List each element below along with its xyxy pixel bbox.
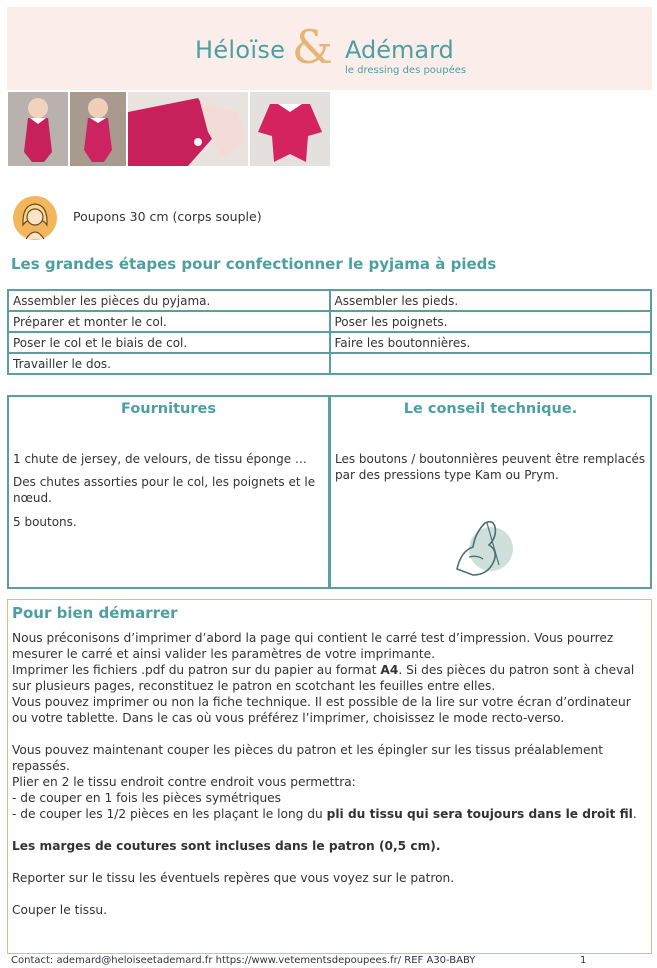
steps-table <box>7 289 652 375</box>
paragraph: - de couper les 1/2 pièces en les plaçant le long du pli du tissu qui sera toujours dans le droit fil. <box>12 807 637 821</box>
getting-started-body <box>12 630 648 918</box>
brand-header <box>7 7 652 90</box>
step-cell: Poser les poignets. <box>330 311 652 332</box>
paragraph: Plier en 2 le tissu endroit contre endroit vous permettra: <box>12 775 356 789</box>
hand-needle-icon <box>449 513 519 583</box>
table-row <box>8 311 651 332</box>
photo-doll-pajama-front <box>8 92 68 166</box>
brand-ampersand: & <box>292 20 333 74</box>
paragraph: Reporter sur le tissu les éventuels repères que vous voyez sur le patron. <box>12 871 455 885</box>
paragraph: Couper le tissu. <box>12 903 108 917</box>
step-cell: Préparer et monter le col. <box>8 311 330 332</box>
steps-title: Les grandes étapes pour confectionner le pyjama à pieds <box>11 255 497 273</box>
doll-size-label: Poupons 30 cm (corps souple) <box>73 209 262 224</box>
table-row <box>8 290 651 311</box>
table-row <box>8 353 651 374</box>
tip-text: Les boutons / boutonnières peuvent être remplacés par des pressions type Kam ou Prym. <box>335 452 646 482</box>
page-number: 1 <box>580 955 587 966</box>
brand-name-left: Héloïse <box>195 36 286 64</box>
paragraph: Les marges de coutures sont incluses dans le patron (0,5 cm). <box>12 839 441 853</box>
paragraph: Nous préconisons d’imprimer d’abord la page qui contient le carré test d’impression. Vous pourrez mesurer le carré et ainsi valider les paramètres de votre imprimante. <box>12 631 614 661</box>
paragraph: - de couper en 1 fois les pièces symétriques <box>12 791 282 805</box>
step-cell: Assembler les pieds. <box>330 290 652 311</box>
step-cell <box>330 353 652 374</box>
tip-box <box>329 395 652 589</box>
step-cell: Poser le col et le biais de col. <box>8 332 330 353</box>
supply-item: Des chutes assorties pour le col, les poignets et le nœud. <box>13 475 316 505</box>
supply-item: 1 chute de jersey, de velours, de tissu éponge … <box>13 452 307 466</box>
supplies-box <box>7 395 330 589</box>
step-cell: Travailler le dos. <box>8 353 330 374</box>
supply-item: 5 boutons. <box>13 515 77 529</box>
tip-title: Le conseil technique. <box>403 401 578 417</box>
brand-tagline: le dressing des poupées <box>345 65 467 76</box>
table-row <box>8 332 651 353</box>
step-cell: Assembler les pièces du pyjama. <box>8 290 330 311</box>
paragraph: Imprimer les fichiers .pdf du patron sur du papier au format A4. Si des pièces du patron sont à cheval sur plusieurs pages, reconstituez le patron en scotchant les feuilles entre elles. <box>12 663 635 693</box>
supplies-title: Fournitures <box>121 401 216 417</box>
photo-doll-pajama-side <box>70 92 126 166</box>
getting-started-title: Pour bien démarrer <box>12 604 178 622</box>
photo-pajama-collar-detail <box>128 92 248 166</box>
brand-name-right: Adémard <box>345 36 454 64</box>
doll-icon <box>12 195 58 241</box>
footer-contact: Contact: ademard@heloiseetademard.fr https://www.vetementsdepoupees.fr/ REF A30-BABY <box>11 955 476 966</box>
step-cell: Faire les boutonnières. <box>330 332 652 353</box>
paragraph: Vous pouvez imprimer ou non la fiche technique. Il est possible de la lire sur votre écran d’ordinateur ou votre tablette. Dans le cas où vous préférez l’imprimer, choisissez le mode recto-verso. <box>12 695 631 725</box>
photo-pajama-flat <box>250 92 330 166</box>
paragraph: Vous pouvez maintenant couper les pièces du patron et les épingler sur les tissus préalablement repassés. <box>12 743 604 773</box>
getting-started-box <box>7 599 652 954</box>
